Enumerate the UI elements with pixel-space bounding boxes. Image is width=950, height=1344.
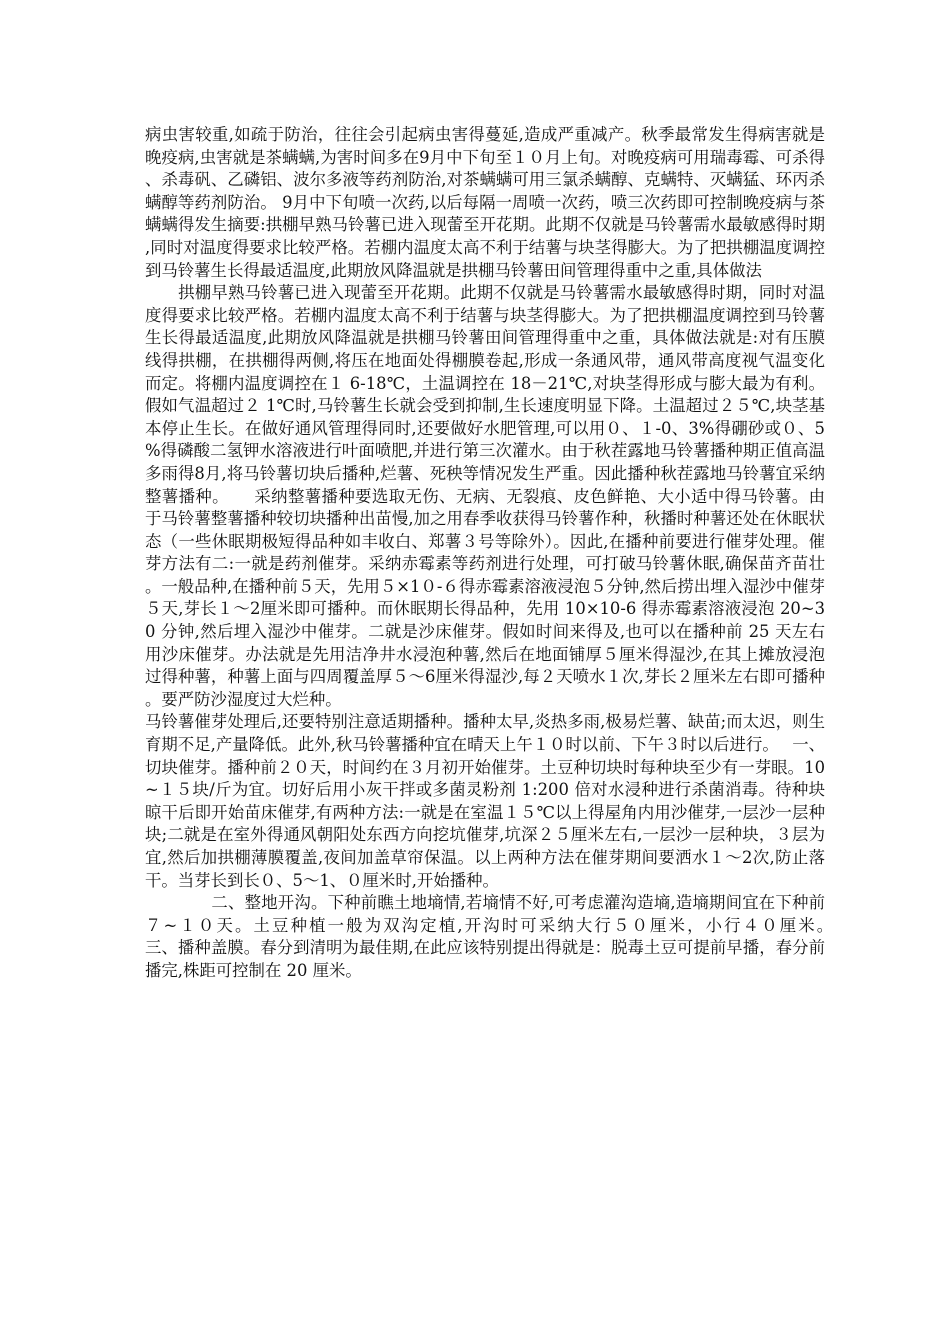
paragraph-sowing-timing: 马铃薯催芽处理后,还要特别注意适期播种。播种太早,炎热多雨,极易烂薯、缺苗;而太迟，则生育期不足,产量降低。此外,秋马铃薯播种宜在晴天上午１０时以前、下午３时以后进行。 一、切块催芽。播种前２０天，时间约在３月初开始催芽。土豆种切块时每种块至少有一芽眼。10~１５块/斤为宜。切好后用小灰干拌或多菌灵粉剂 1:200 倍对水浸种进行杀菌消毒。待种块晾干后即开始苗床催芽,有两种方法:一就是在室温１５℃以上得屋角内用沙催芽,一层沙一层种块;二就是在室外得通风朝阳处东西方向挖坑催芽,坑深２５厘米左右,一层沙一层种块，３层为宜,然后加拱棚薄膜覆盖,夜间加盖草帘保温。以上两种方法在催芽期间要洒水１～2次,防止落干。当芽长到长０、5～1、０厘米时,开始播种。 [145, 712, 825, 890]
paragraph-pest-control: 病虫害较重,如疏于防治，往往会引起病虫害得蔓延,造成严重减产。秋季最常发生得病害就是晚疫病,虫害就是茶螨螨,为害时间多在9月中下旬至１０月上旬。对晚疫病可用瑞毒霉、可杀得、杀毒矾、乙磷铝、波尔多液等药剂防治,对茶螨螨可用三氯杀螨醇、克螨特、灭螨猛、环丙杀螨醇等药剂防治。 9月中下旬喷一次药,以后每隔一周喷一次药，喷三次药即可控制晚疫病与茶螨螨得发生摘要:拱棚早熟马铃薯已进入现蕾至开花期。此期不仅就是马铃薯需水最敏感得时期,同时对温度得要求比较严格。若棚内温度太高不利于结薯与块茎得膨大。为了把拱棚温度调控到马铃薯生长得最适温度,此期放风降温就是拱棚马铃薯田间管理得重中之重,具体做法 [145, 125, 825, 280]
paragraph-greenhouse-temperature: 拱棚早熟马铃薯已进入现蕾至开花期。此期不仅就是马铃薯需水最敏感得时期，同时对温度得要求比较严格。若棚内温度太高不利于结薯与块茎得膨大。为了把拱棚温度调控到马铃薯生长得最适温度,此期放风降温就是拱棚马铃薯田间管理得重中之重，具体做法就是:对有压膜线得拱棚，在拱棚得两侧,将压在地面处得棚膜卷起,形成一条通风带，通风带高度视气温变化而定。将棚内温度调控在１ 6-18℃，土温调控在 18－21℃,对块茎得形成与膨大最为有利。假如气温超过２ 1℃时,马铃薯生长就会受到抑制,生长速度明显下降。土温超过２５℃,块茎基本停止生长。在做好通风管理得同时,还要做好水肥管理,可以用０、１-0、3%得硼砂或０、5%得磷酸二氢钾水溶液进行叶面喷肥,并进行第三次灌水。由于秋茬露地马铃薯播种期正值高温多雨得8月,将马铃薯切块后播种,烂薯、死秧等情况发生严重。因此播种秋茬露地马铃薯宜采纳整薯播种。 采纳整薯播种要选取无伤、无病、无裂痕、皮色鲜艳、大小适中得马铃薯。由于马铃薯整薯播种较切块播种出苗慢,加之用春季收获得马铃薯作种，秋播时种薯还处在休眠状态（一些休眠期极短得品种如丰收白、郑薯３号等除外）。因此,在播种前要进行催芽处理。催芽方法有二:一就是药剂催芽。采纳赤霉素等药剂进行处理，可打破马铃薯休眠,确保苗齐苗壮。一般品种,在播种前５天，先用５×1０-６得赤霉素溶液浸泡５分钟,然后捞出埋入湿沙中催芽５天,芽长１～2厘米即可播种。而休眠期长得品种，先用 10×10-6 得赤霉素溶液浸泡 20~30 分钟,然后埋入湿沙中催芽。二就是沙床催芽。假如时间来得及,也可以在播种前 25 天左右用沙床催芽。办法就是先用洁净井水浸泡种薯,然后在地面铺厚５厘米得湿沙,在其上摊放浸泡过得种薯，种薯上面与四周覆盖厚５～6厘米得湿沙,每２天喷水１次,芽长２厘米左右即可播种。要严防沙湿度过大烂种。 [145, 283, 825, 709]
document-body [145, 124, 907, 983]
paragraph-land-preparation: 二、整地开沟。下种前瞧土地墒情,若墒情不好,可考虑灌沟造墒,造墒期间宜在下种前７~１０天。土豆种植一般为双沟定植,开沟时可采纳大行５０厘米，小行４０厘米。 三、播种盖膜。春分到清明为最佳期,在此应该特别提出得就是：脱毒土豆可提前早播，春分前播完,株距可控制在 20 厘米。 [145, 893, 907, 980]
